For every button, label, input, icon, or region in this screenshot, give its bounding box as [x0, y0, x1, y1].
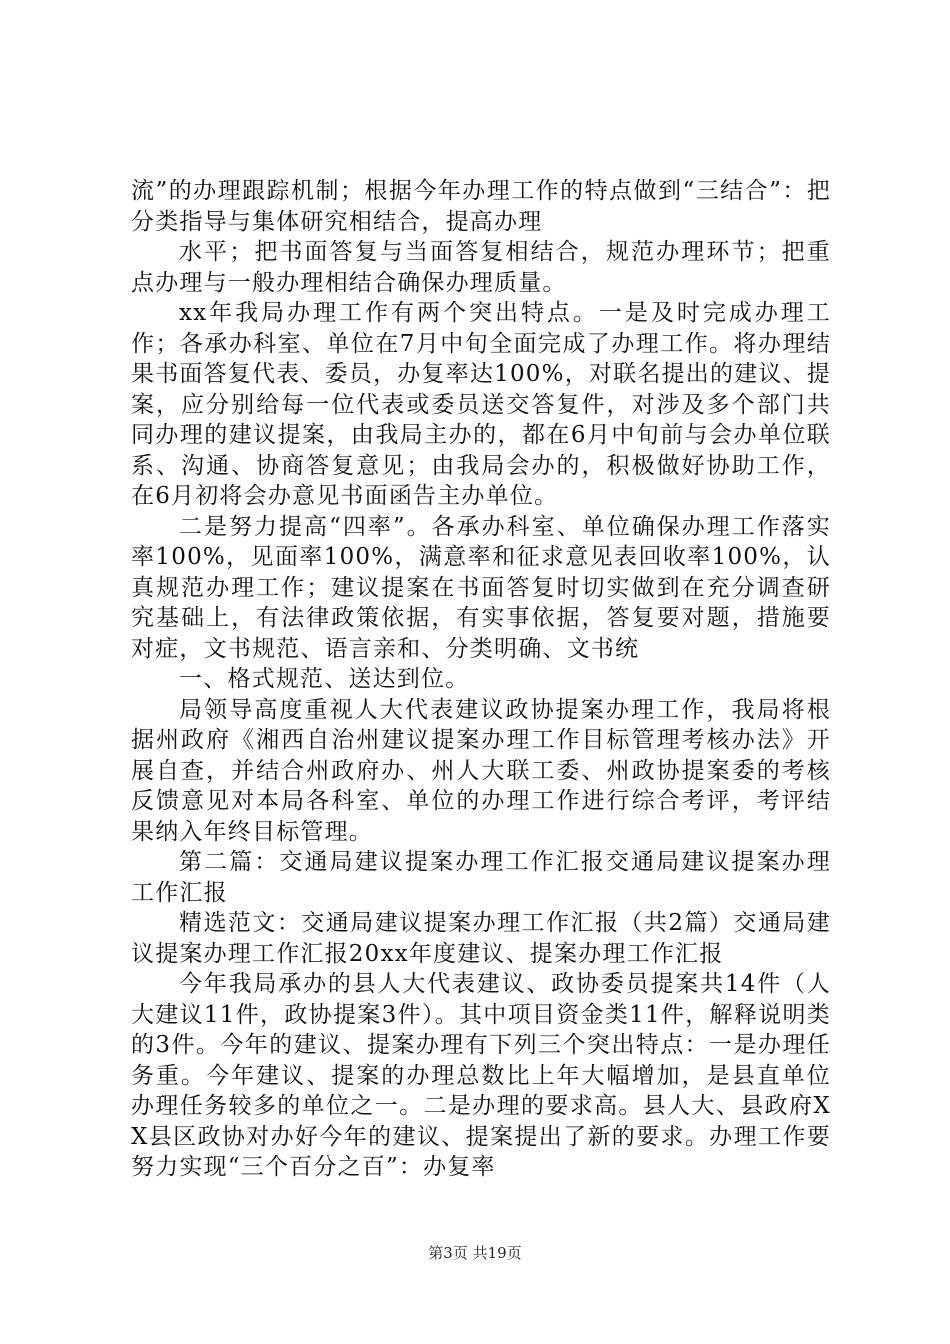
paragraph-1: 流”的办理跟踪机制；根据今年办理工作的特点做到“三结合”：把分类指导与集体研究相结合，提高办理: [131, 178, 831, 235]
document-body: [131, 176, 831, 1183]
page-number-footer: 第3页 共19页: [428, 1244, 522, 1262]
section-heading: 第二篇：交通局建议提案办理工作汇报交通局建议提案办理工作汇报: [131, 849, 831, 906]
paragraph-2: 水平；把书面答复与当面答复相结合，规范办理环节；把重点办理与一般办理相结合确保办理质量。: [131, 239, 831, 296]
paragraph-6: 局领导高度重视人大代表建议政协提案办理工作，我局将根据州政府《湘西自治州建议提案办理工作目标管理考核办法》开展自查，并结合州政府办、州人大联工委、州政协提案委的考核反馈意见对本局各科室、单位的办理工作进行综合考评，考评结果纳入年终目标管理。: [131, 696, 831, 845]
paragraph-4: 二是努力提高“四率”。各承办科室、单位确保办理工作落实率100%，见面率100%，满意率和征求意见表回收率100%，认真规范办理工作；建议提案在书面答复时切实做到在充分调查研究基础上，有法律政策依据，有实事依据，答复要对题，措施要对症，文书规范、语言亲和、分类明确、文书统: [131, 513, 831, 662]
paragraph-9: 今年我局承办的县人大代表建议、政协委员提案共14件（人大建议11件，政协提案3件）。其中项目资金类11件，解释说明类的3件。今年的建议、提案办理有下列三个突出特点：一是办理任务重。今年建议、提案的办理总数比上年大幅增加，是县直单位办理任务较多的单位之一。二是办理的要求高。县人大、县政府XX县区政协对办好今年的建议、提案提出了新的要求。办理工作要努力实现“三个百分之百”：办复率: [131, 971, 831, 1180]
paragraph-3: xx年我局办理工作有两个突出特点。一是及时完成办理工作；各承办科室、单位在7月中旬全面完成了办理工作。将办理结果书面答复代表、委员，办复率达100%，对联名提出的建议、提案，应分别给每一位代表或委员送交答复件，对涉及多个部门共同办理的建议提案，由我局主办的，都在6月中旬前与会办单位联系、沟通、协商答复意见；由我局会办的，积极做好协助工作，在6月初将会办意见书面函告主办单位。: [131, 300, 831, 509]
paragraph-8: 精选范文：交通局建议提案办理工作汇报（共2篇）交通局建议提案办理工作汇报20xx年度建议、提案办理工作汇报: [131, 910, 831, 967]
paragraph-5: 一、格式规范、送达到位。: [179, 666, 470, 692]
